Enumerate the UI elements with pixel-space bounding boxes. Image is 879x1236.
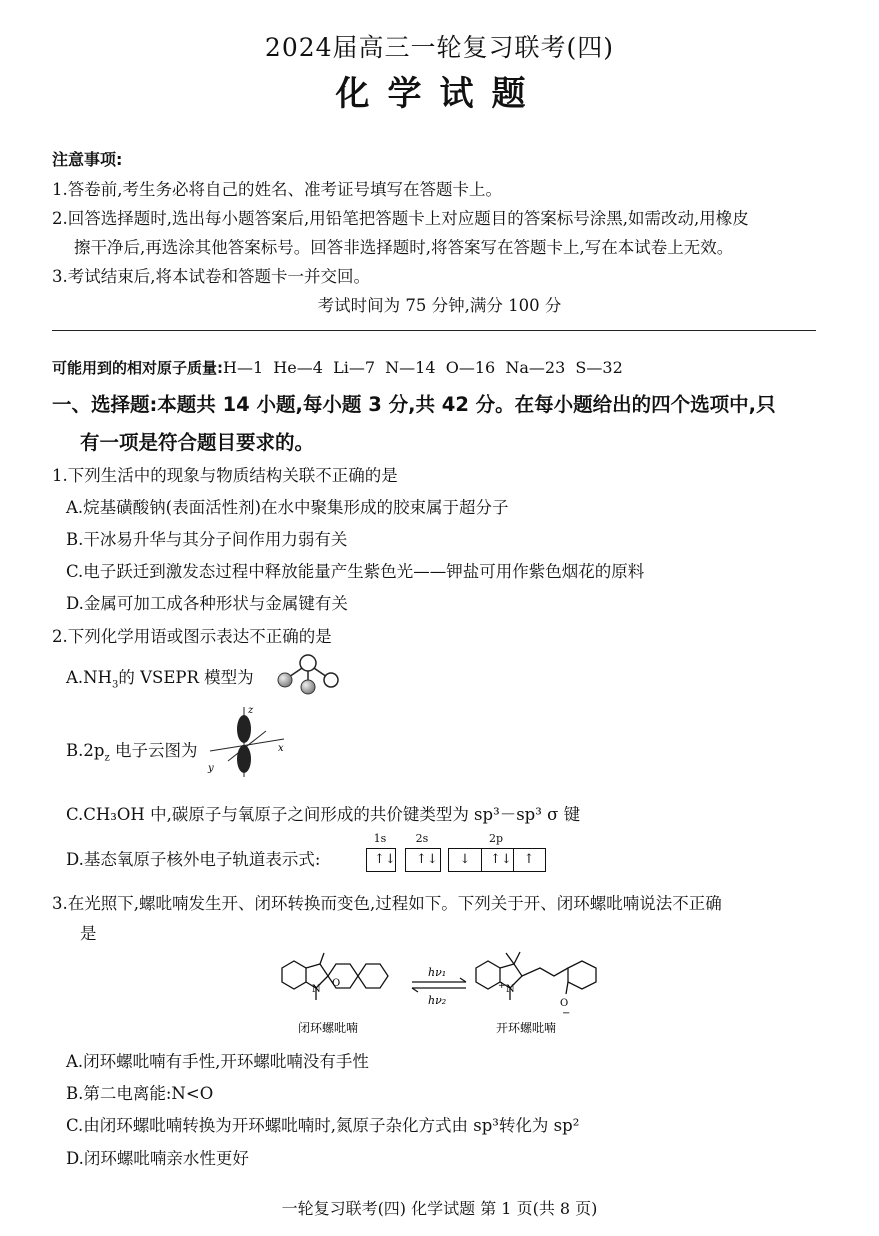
q1-option-a: A.烷基磺酸钠(表面活性剂)在水中聚集形成的胶束属于超分子 — [66, 498, 509, 517]
open-o-charge: − — [562, 1008, 571, 1019]
closed-spiropyran-structure — [282, 953, 388, 1000]
note-item-2: 2.回答选择题时,选出每小题答案后,用铅笔把答题卡上对应题目的答案标号涂黑,如需改动,用橡皮 — [52, 209, 749, 228]
note-item-3: 3.考试结束后,将本试卷和答题卡一并交回。 — [52, 267, 370, 286]
vsepr-atom-3 — [324, 673, 338, 687]
orbital-lobe-lower — [237, 745, 251, 773]
exam-time-info: 考试时间为 75 分钟,满分 100 分 — [317, 296, 562, 315]
axis-label-y: y — [208, 763, 214, 774]
atomic-masses-label: 可能用到的相对原子质量: — [52, 359, 223, 377]
q2-option-b — [66, 737, 197, 763]
note-item-1: 1.答卷前,考生务必将自己的姓名、准考证号填写在答题卡上。 — [52, 180, 502, 199]
open-spiropyran-structure — [476, 952, 596, 1000]
q3-stem-line2: 是 — [80, 924, 97, 943]
orbital-2p-cell-1: ↓ — [459, 852, 471, 867]
orbital-box-1s — [366, 848, 396, 872]
open-benzene-ring — [476, 961, 500, 989]
orbital-1s-electrons: ↑↓ — [374, 852, 396, 867]
section-heading-line2: 有一项是符合题目要求的。 — [80, 431, 315, 454]
page-footer: 一轮复习联考(四) 化学试题 第 1 页(共 8 页) — [281, 1199, 598, 1218]
q2-option-d: D.基态氧原子核外电子轨道表示式: — [66, 850, 321, 869]
orbital-2p-divider-1 — [481, 849, 482, 871]
note-item-2-cont: 擦干净后,再选涂其他答案标号。回答非选择题时,将答案写在答题卡上,写在本试卷上无效。 — [74, 238, 734, 257]
q2-stem: 2.下列化学用语或图示表达不正确的是 — [52, 627, 332, 646]
q2-b-text: 电子云图为 — [109, 741, 198, 760]
axis-label-z: z — [248, 705, 254, 716]
vsepr-atom-1 — [278, 673, 292, 687]
closed-o-atom: O — [332, 978, 341, 989]
orbital-box-2s — [405, 848, 441, 872]
closed-n-atom: N — [312, 984, 321, 995]
section-heading-line1: 一、选择题:本题共 14 小题,每小题 3 分,共 42 分。在每小题给出的四个选项中,只 — [52, 393, 776, 416]
q2-option-a — [66, 664, 254, 690]
orbital-label-2p: 2p — [488, 832, 504, 845]
q2-a-sub: 3 — [112, 679, 119, 691]
atomic-masses-values: H—1 He—4 Li—7 N—14 O—16 Na—23 S—32 — [223, 358, 623, 377]
closed-benzene-ring — [282, 961, 306, 989]
q2-option-c: C.CH₃OH 中,碳原子与氧原子之间形成的共价键类型为 sp³－sp³ σ 键 — [66, 805, 581, 824]
orbital-label-2s: 2s — [415, 832, 429, 845]
orbital-2s-electrons: ↑↓ — [416, 852, 438, 867]
q1-option-d: D.金属可加工成各种形状与金属键有关 — [66, 594, 348, 613]
vsepr-model-diagram — [270, 652, 342, 698]
orbital-2pz-diagram — [204, 703, 294, 783]
backward-light-label: hν₂ — [428, 994, 447, 1007]
orbital-2p-cell-2: ↑↓ — [490, 852, 512, 867]
forward-light-label: hν₁ — [428, 966, 447, 979]
orbital-lobe-upper — [237, 715, 251, 743]
q1-option-c: C.电子跃迁到激发态过程中释放能量产生紫色光——钾盐可用作紫色烟花的原料 — [66, 562, 645, 581]
orbital-2p-cell-3: ↑ — [523, 852, 535, 867]
divider-rule — [52, 330, 816, 331]
closed-spiropyran-label: 闭环螺吡喃 — [298, 1021, 359, 1035]
q1-option-b: B.干冰易升华与其分子间作用力弱有关 — [66, 530, 348, 549]
orbital-box-2p — [448, 848, 546, 872]
q2-a-prefix: A.NH — [66, 668, 112, 687]
spiropyran-reaction-diagram — [270, 944, 620, 1040]
open-n-atom: N — [506, 984, 515, 995]
axis-label-x: x — [278, 743, 284, 754]
vsepr-atom-2 — [301, 680, 315, 694]
q3-stem-line1: 3.在光照下,螺吡喃发生开、闭环转换而变色,过程如下。下列关于开、闭环螺吡喃说法不正确 — [52, 894, 722, 913]
vsepr-lone-pair — [300, 655, 316, 671]
notes-heading: 注意事项: — [52, 150, 123, 169]
subject-title: 化学试题 — [335, 74, 544, 114]
q2-b-sub: z — [104, 752, 110, 764]
open-o-atom: O — [560, 998, 569, 1009]
q2-b-prefix: B.2p — [66, 741, 105, 760]
q3-option-d: D.闭环螺吡喃亲水性更好 — [66, 1149, 249, 1168]
open-n-charge: + — [498, 981, 506, 991]
atomic-masses — [52, 357, 623, 378]
q1-stem: 1.下列生活中的现象与物质结构关联不正确的是 — [52, 466, 398, 485]
closed-fused-benzene — [358, 964, 388, 988]
q3-option-c: C.由闭环螺吡喃转换为开环螺吡喃时,氮原子杂化方式由 sp³转化为 sp² — [66, 1116, 580, 1135]
q3-option-b: B.第二电离能:N<O — [66, 1084, 214, 1103]
q2-a-text: 的 VSEPR 模型为 — [118, 668, 254, 687]
q3-option-a: A.闭环螺吡喃有手性,开环螺吡喃没有手性 — [66, 1052, 369, 1071]
open-spiropyran-label: 开环螺吡喃 — [496, 1021, 557, 1035]
open-phenolate-ring — [568, 961, 596, 989]
exam-title: 2024届高三一轮复习联考(四) — [264, 33, 615, 62]
orbital-label-1s: 1s — [373, 832, 387, 845]
orbital-2p-divider-2 — [513, 849, 514, 871]
